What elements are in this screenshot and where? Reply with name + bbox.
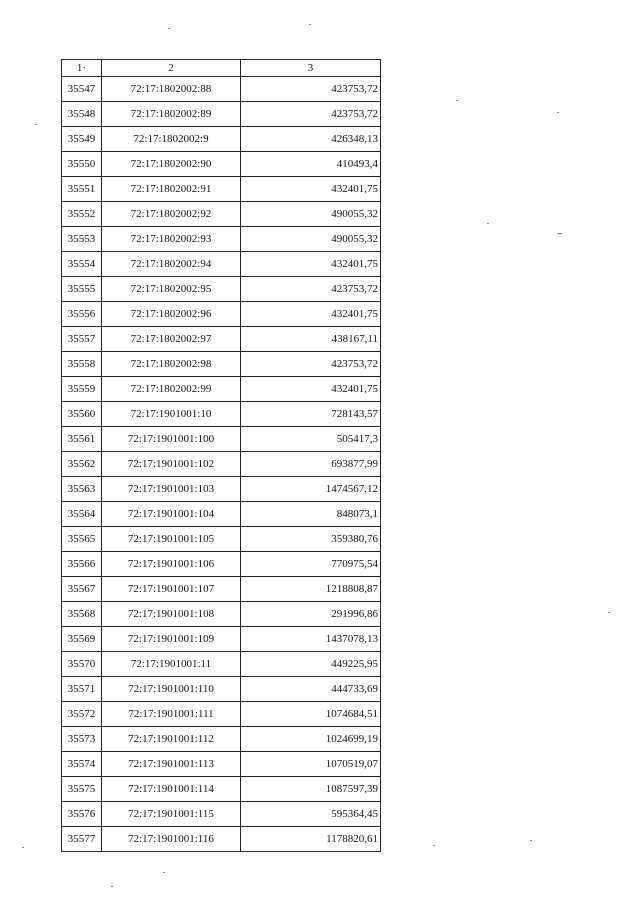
value-cell: 423753,72 bbox=[241, 77, 381, 102]
value-cell: 1218808,87 bbox=[241, 577, 381, 602]
scan-speck bbox=[530, 840, 532, 841]
row-number-cell: 35571 bbox=[62, 677, 102, 702]
row-number-cell: 35564 bbox=[62, 502, 102, 527]
row-number-cell: 35567 bbox=[62, 577, 102, 602]
scan-speck bbox=[168, 28, 170, 29]
value-cell: 1087597,39 bbox=[241, 777, 381, 802]
cadastral-number-cell: 72:17:1901001:103 bbox=[102, 477, 241, 502]
value-cell: 426348,13 bbox=[241, 127, 381, 152]
cadastral-number-cell: 72:17:1901001:108 bbox=[102, 602, 241, 627]
value-cell: 1437078,13 bbox=[241, 627, 381, 652]
scan-speck bbox=[557, 233, 562, 234]
row-number-cell: 35569 bbox=[62, 627, 102, 652]
cadastral-number-cell: 72:17:1901001:104 bbox=[102, 502, 241, 527]
value-cell: 595364,45 bbox=[241, 802, 381, 827]
table-row bbox=[62, 727, 381, 752]
row-number-cell: 35570 bbox=[62, 652, 102, 677]
column-header-2: 2 bbox=[102, 60, 241, 77]
table-row bbox=[62, 202, 381, 227]
table-row bbox=[62, 102, 381, 127]
table-row bbox=[62, 227, 381, 252]
row-number-cell: 35558 bbox=[62, 352, 102, 377]
table-row bbox=[62, 327, 381, 352]
cadastral-number-cell: 72:17:1901001:116 bbox=[102, 827, 241, 852]
cadastral-number-cell: 72:17:1901001:114 bbox=[102, 777, 241, 802]
value-cell: 432401,75 bbox=[241, 252, 381, 277]
scan-speck bbox=[557, 112, 559, 113]
value-cell: 291996,86 bbox=[241, 602, 381, 627]
row-number-cell: 35577 bbox=[62, 827, 102, 852]
cadastral-number-cell: 72:17:1901001:106 bbox=[102, 552, 241, 577]
value-cell: 410493,4 bbox=[241, 152, 381, 177]
value-cell: 423753,72 bbox=[241, 352, 381, 377]
value-cell: 505417,3 bbox=[241, 427, 381, 452]
value-cell: 432401,75 bbox=[241, 302, 381, 327]
value-cell: 432401,75 bbox=[241, 377, 381, 402]
row-number-cell: 35550 bbox=[62, 152, 102, 177]
table-row bbox=[62, 152, 381, 177]
table-body bbox=[62, 77, 381, 852]
value-cell: 693877,99 bbox=[241, 452, 381, 477]
value-cell: 438167,11 bbox=[241, 327, 381, 352]
scan-speck bbox=[35, 124, 37, 125]
table-row bbox=[62, 402, 381, 427]
value-cell: 423753,72 bbox=[241, 102, 381, 127]
cadastral-number-cell: 72:17:1802002:90 bbox=[102, 152, 241, 177]
cadastral-number-cell: 72:17:1901001:11 bbox=[102, 652, 241, 677]
row-number-cell: 35561 bbox=[62, 427, 102, 452]
value-cell: 770975,54 bbox=[241, 552, 381, 577]
row-number-cell: 35555 bbox=[62, 277, 102, 302]
table-row bbox=[62, 602, 381, 627]
row-number-cell: 35549 bbox=[62, 127, 102, 152]
scan-speck bbox=[433, 845, 435, 846]
table-header bbox=[62, 60, 381, 77]
cadastral-number-cell: 72:17:1901001:110 bbox=[102, 677, 241, 702]
column-header-3: 3 bbox=[241, 60, 381, 77]
table-row bbox=[62, 502, 381, 527]
table-row bbox=[62, 302, 381, 327]
value-cell: 1024699,19 bbox=[241, 727, 381, 752]
table-row bbox=[62, 252, 381, 277]
value-cell: 1178820,61 bbox=[241, 827, 381, 852]
row-number-cell: 35548 bbox=[62, 102, 102, 127]
row-number-cell: 35565 bbox=[62, 527, 102, 552]
row-number-cell: 35556 bbox=[62, 302, 102, 327]
cadastral-number-cell: 72:17:1802002:99 bbox=[102, 377, 241, 402]
table-row bbox=[62, 477, 381, 502]
scan-speck bbox=[22, 847, 24, 848]
cadastral-number-cell: 72:17:1901001:102 bbox=[102, 452, 241, 477]
cadastral-number-cell: 72:17:1901001:109 bbox=[102, 627, 241, 652]
table-row bbox=[62, 552, 381, 577]
cadastral-number-cell: 72:17:1802002:97 bbox=[102, 327, 241, 352]
table-row bbox=[62, 827, 381, 852]
cadastral-number-cell: 72:17:1802002:88 bbox=[102, 77, 241, 102]
row-number-cell: 35547 bbox=[62, 77, 102, 102]
cadastral-number-cell: 72:17:1802002:93 bbox=[102, 227, 241, 252]
table-row bbox=[62, 652, 381, 677]
scan-speck bbox=[487, 223, 489, 224]
value-cell: 449225,95 bbox=[241, 652, 381, 677]
cadastral-number-cell: 72:17:1901001:112 bbox=[102, 727, 241, 752]
value-cell: 1474567,12 bbox=[241, 477, 381, 502]
value-cell: 728143,57 bbox=[241, 402, 381, 427]
table-row bbox=[62, 527, 381, 552]
value-cell: 1070519,07 bbox=[241, 752, 381, 777]
table-row bbox=[62, 752, 381, 777]
column-header-1: 1· bbox=[62, 60, 102, 77]
row-number-cell: 35551 bbox=[62, 177, 102, 202]
cadastral-number-cell: 72:17:1901001:100 bbox=[102, 427, 241, 452]
row-number-cell: 35574 bbox=[62, 752, 102, 777]
value-cell: 1074684,51 bbox=[241, 702, 381, 727]
cadastral-number-cell: 72:17:1901001:115 bbox=[102, 802, 241, 827]
row-number-cell: 35554 bbox=[62, 252, 102, 277]
cadastral-number-cell: 72:17:1802002:89 bbox=[102, 102, 241, 127]
cadastral-number-cell: 72:17:1901001:105 bbox=[102, 527, 241, 552]
cadastral-number-cell: 72:17:1802002:91 bbox=[102, 177, 241, 202]
table-row bbox=[62, 452, 381, 477]
scan-speck bbox=[163, 872, 165, 873]
value-cell: 423753,72 bbox=[241, 277, 381, 302]
row-number-cell: 35557 bbox=[62, 327, 102, 352]
value-cell: 432401,75 bbox=[241, 177, 381, 202]
table-row bbox=[62, 702, 381, 727]
table-row bbox=[62, 177, 381, 202]
table-row bbox=[62, 352, 381, 377]
value-cell: 490055,32 bbox=[241, 202, 381, 227]
table-row bbox=[62, 577, 381, 602]
row-number-cell: 35559 bbox=[62, 377, 102, 402]
row-number-cell: 35553 bbox=[62, 227, 102, 252]
row-number-cell: 35568 bbox=[62, 602, 102, 627]
cadastral-number-cell: 72:17:1802002:98 bbox=[102, 352, 241, 377]
value-cell: 444733,69 bbox=[241, 677, 381, 702]
row-number-cell: 35560 bbox=[62, 402, 102, 427]
table-row bbox=[62, 677, 381, 702]
cadastral-number-cell: 72:17:1802002:94 bbox=[102, 252, 241, 277]
row-number-cell: 35562 bbox=[62, 452, 102, 477]
value-cell: 490055,32 bbox=[241, 227, 381, 252]
table-row bbox=[62, 277, 381, 302]
cadastral-number-cell: 72:17:1901001:107 bbox=[102, 577, 241, 602]
row-number-cell: 35576 bbox=[62, 802, 102, 827]
cadastral-number-cell: 72:17:1901001:113 bbox=[102, 752, 241, 777]
table-row bbox=[62, 127, 381, 152]
data-table bbox=[61, 59, 381, 852]
table-row bbox=[62, 777, 381, 802]
value-cell: 359380,76 bbox=[241, 527, 381, 552]
row-number-cell: 35552 bbox=[62, 202, 102, 227]
table-row bbox=[62, 377, 381, 402]
cadastral-number-cell: 72:17:1802002:95 bbox=[102, 277, 241, 302]
row-number-cell: 35572 bbox=[62, 702, 102, 727]
value-cell: 848073,1 bbox=[241, 502, 381, 527]
row-number-cell: 35566 bbox=[62, 552, 102, 577]
row-number-cell: 35575 bbox=[62, 777, 102, 802]
cadastral-number-cell: 72:17:1901001:111 bbox=[102, 702, 241, 727]
scan-speck bbox=[309, 24, 311, 25]
row-number-cell: 35573 bbox=[62, 727, 102, 752]
table-row bbox=[62, 77, 381, 102]
scan-speck bbox=[111, 886, 113, 887]
header-row bbox=[62, 60, 381, 77]
scan-speck bbox=[456, 100, 458, 101]
cadastral-number-cell: 72:17:1802002:92 bbox=[102, 202, 241, 227]
table-row bbox=[62, 802, 381, 827]
table-row bbox=[62, 627, 381, 652]
row-number-cell: 35563 bbox=[62, 477, 102, 502]
cadastral-number-cell: 72:17:1802002:9 bbox=[102, 127, 241, 152]
cadastral-number-cell: 72:17:1901001:10 bbox=[102, 402, 241, 427]
cadastral-number-cell: 72:17:1802002:96 bbox=[102, 302, 241, 327]
scan-speck bbox=[608, 612, 610, 613]
table-row bbox=[62, 427, 381, 452]
